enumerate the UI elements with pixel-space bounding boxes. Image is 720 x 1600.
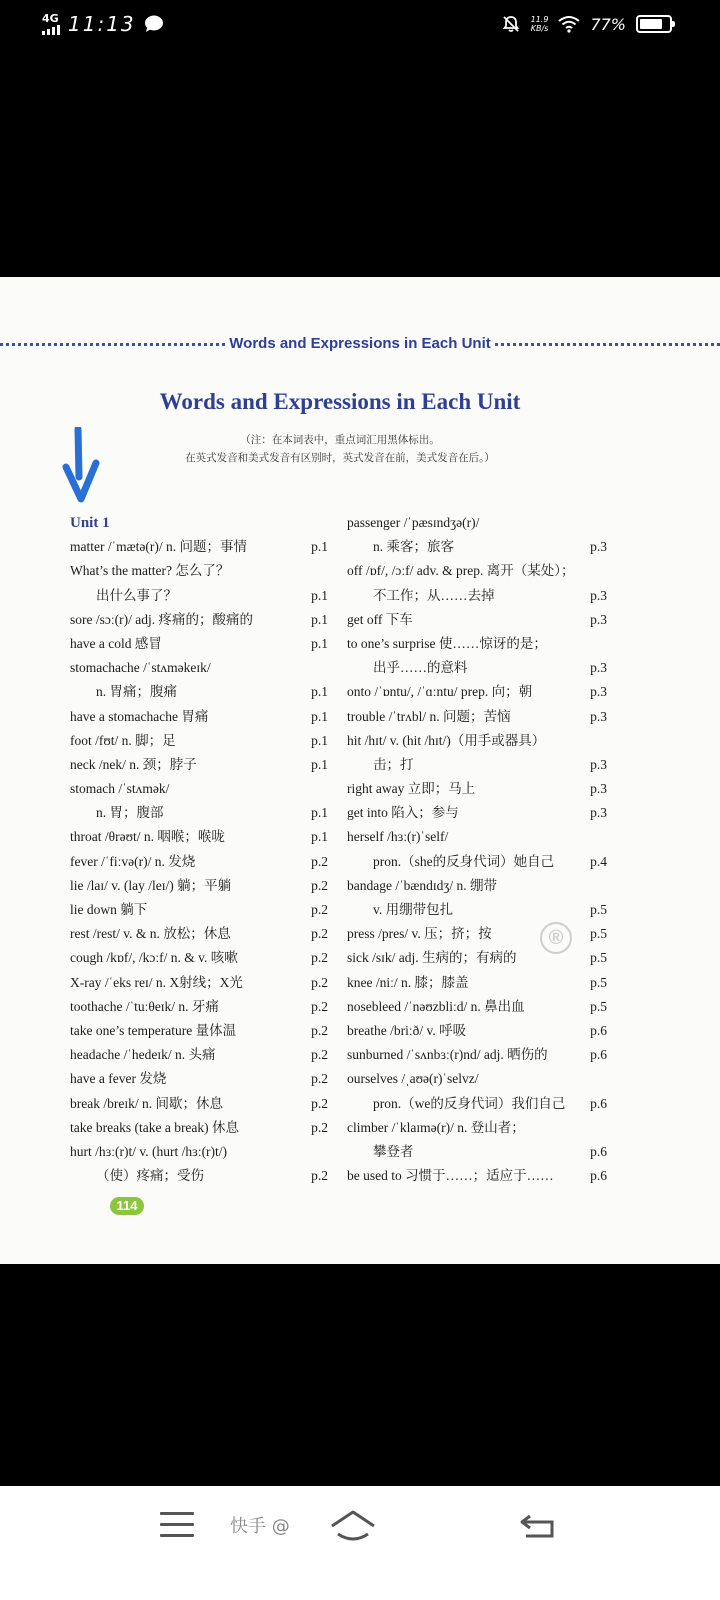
entry-text: take breaks (take a break) 休息 [70, 1119, 240, 1135]
entry-page-ref: p.3 [590, 684, 607, 700]
entry-text: stomach /ˈstʌmək/ [70, 781, 170, 797]
entry-text: （使）疼痛；受伤 [96, 1168, 204, 1184]
vocab-entry [347, 777, 607, 801]
vocab-entry [347, 825, 607, 849]
entry-page-ref: p.3 [590, 660, 607, 676]
entry-page-ref: p.1 [311, 805, 328, 821]
entry-page-ref: p.5 [590, 998, 607, 1014]
entry-text: toothache /ˈtuːθeɪk/ n. 牙痛 [70, 998, 219, 1014]
entry-text: pron.（we的反身代词）我们自己 [373, 1095, 566, 1111]
vocab-entry [70, 946, 328, 970]
entry-text: press /pres/ v. 压；挤；按 [347, 926, 492, 942]
entry-text: take one’s temperature 量体温 [70, 1022, 237, 1038]
vocab-entry [347, 511, 607, 535]
clock: 11:13 [68, 12, 136, 36]
entry-text: 不工作；从……去掉 [373, 587, 495, 603]
vocab-entry [70, 1164, 328, 1188]
battery-percent: 77% [590, 14, 626, 34]
entry-text: get into 陷入；参与 [347, 805, 459, 821]
entry-text: Unit 1 [70, 515, 110, 531]
entry-page-ref: p.2 [311, 974, 328, 990]
network-speed: 11.9 KB/s [530, 15, 549, 33]
vocab-entry [70, 632, 328, 656]
entry-text: 出乎……的意料 [373, 660, 468, 676]
entry-text: n. 乘客；旅客 [373, 539, 454, 555]
vocab-entry [70, 777, 328, 801]
entry-page-ref: p.3 [590, 756, 607, 772]
vocab-entry [347, 971, 607, 995]
navigation-bar [0, 1486, 720, 1600]
entry-text: climber /ˈklaɪmə(r)/ n. 登山者； [347, 1119, 525, 1135]
entry-page-ref: p.2 [311, 1022, 328, 1038]
entry-text: sore /sɔː(r)/ adj. 疼痛的；酸痛的 [70, 611, 253, 627]
entry-text: ourselves /ˌaʊə(r)ˈselvz/ [347, 1071, 479, 1087]
entry-page-ref: p.1 [311, 684, 328, 700]
entry-text: stomachache /ˈstʌməkeɪk/ [70, 660, 211, 676]
vocab-entry [347, 1116, 607, 1140]
registered-watermark: ® [540, 922, 572, 954]
entry-text: X-ray /ˈeks reɪ/ n. X射线；X光 [70, 974, 243, 990]
entry-page-ref: p.1 [311, 732, 328, 748]
vocab-entry [70, 559, 328, 583]
vocab-entry [70, 1116, 328, 1140]
vocab-column-left [70, 511, 328, 1188]
network-type: 4G [42, 12, 59, 25]
entry-page-ref: p.2 [311, 1047, 328, 1063]
vocab-entry [347, 898, 607, 922]
vocab-entry [70, 608, 328, 632]
status-left [42, 12, 164, 36]
menu-icon[interactable] [160, 1512, 194, 1538]
battery-level [640, 19, 662, 29]
vocab-entry [70, 825, 328, 849]
vocab-entry [347, 559, 607, 583]
entry-page-ref: p.6 [590, 1168, 607, 1184]
vocab-entry [70, 705, 328, 729]
entry-page-ref: p.6 [590, 1095, 607, 1111]
entry-page-ref: p.2 [311, 877, 328, 893]
vocab-entry [70, 898, 328, 922]
entry-text: bandage /ˈbændɪdʒ/ n. 绷带 [347, 877, 497, 893]
chat-bubble-icon [144, 15, 164, 33]
entry-text: be used to 习惯于……；适应于…… [347, 1168, 554, 1184]
vocab-entry [347, 1043, 607, 1067]
entry-text: n. 胃痛；腹痛 [96, 684, 177, 700]
home-icon[interactable] [328, 1508, 378, 1544]
vocab-entry [347, 705, 607, 729]
entry-page-ref: p.1 [311, 611, 328, 627]
entry-text: herself /hɜː(r)ˈself/ [347, 829, 449, 845]
entry-text: breathe /briːð/ v. 呼吸 [347, 1022, 467, 1038]
status-right [501, 14, 672, 34]
vocab-entry [347, 1164, 607, 1188]
entry-page-ref: p.6 [590, 1022, 607, 1038]
vocab-entry [347, 656, 607, 680]
entry-page-ref: p.5 [590, 926, 607, 942]
entry-text: passenger /ˈpæsɪndʒə(r)/ [347, 515, 480, 530]
vocab-entry [347, 680, 607, 704]
entry-page-ref: p.3 [590, 539, 607, 555]
vocab-entry [70, 1140, 328, 1164]
vocab-entry [347, 753, 607, 777]
vocab-entry [347, 632, 607, 656]
entry-text: lie down 躺下 [70, 902, 148, 917]
entry-text: headache /ˈhedeɪk/ n. 头痛 [70, 1047, 216, 1063]
vocab-entry [347, 995, 607, 1019]
entry-text: 攀登者 [373, 1143, 414, 1159]
entry-page-ref: p.2 [311, 1095, 328, 1111]
entry-page-ref: p.3 [590, 611, 607, 627]
status-bar [0, 0, 720, 56]
entry-page-ref: p.2 [311, 902, 328, 917]
entry-text: rest /rest/ v. & n. 放松；休息 [70, 926, 231, 942]
entry-text: nosebleed /ˈnəʊzbliːd/ n. 鼻出血 [347, 998, 525, 1014]
vocab-entry [347, 801, 607, 825]
entry-page-ref: p.1 [311, 708, 328, 724]
entry-text: lie /laɪ/ v. (lay /leɪ/) 躺；平躺 [70, 877, 232, 893]
entry-page-ref: p.2 [311, 998, 328, 1014]
entry-page-ref: p.6 [590, 1047, 607, 1063]
entry-text: onto /ˈɒntu/, /ˈɑːntu/ prep. 向；朝 [347, 684, 533, 700]
back-icon[interactable] [520, 1512, 556, 1540]
signal-icon [42, 13, 60, 35]
entry-text: have a fever 发烧 [70, 1071, 167, 1087]
entry-page-ref: p.6 [590, 1143, 607, 1159]
vocab-entry [70, 535, 328, 559]
vocab-entry [70, 971, 328, 995]
entry-page-ref: p.4 [590, 853, 607, 869]
vocab-entry [347, 1067, 607, 1091]
entry-page-ref: p.2 [311, 926, 328, 942]
entry-text: to one’s surprise 使……惊讶的是； [347, 635, 547, 651]
entry-text: pron.（she的反身代词）她自己 [373, 853, 555, 869]
notifications-off-icon [501, 14, 521, 34]
textbook-page-photo [0, 277, 720, 1264]
vocab-entry [70, 1067, 328, 1091]
vocab-entry [70, 850, 328, 874]
entry-text: off /ɒf/, /ɔːf/ adv. & prep. 离开（某处）； [347, 563, 575, 579]
entry-text: throat /θrəʊt/ n. 咽喉；喉咙 [70, 829, 225, 845]
vocab-entry [70, 995, 328, 1019]
vocab-entry [347, 584, 607, 608]
page-title: Words and Expressions in Each Unit [159, 389, 521, 414]
vocab-column-right [347, 511, 607, 1188]
vocab-entry [70, 874, 328, 898]
unit-heading [70, 511, 328, 535]
vocab-entry [347, 608, 607, 632]
entry-text: n. 胃；腹部 [96, 805, 164, 821]
vocab-entry [70, 1092, 328, 1116]
page-number-badge: 114 [110, 1197, 144, 1215]
entry-text: get off 下车 [347, 611, 413, 627]
vocab-entry [347, 1140, 607, 1164]
entry-page-ref: p.3 [590, 781, 607, 797]
entry-page-ref: p.2 [311, 853, 328, 869]
entry-page-ref: p.1 [311, 756, 328, 772]
vocab-entry [70, 729, 328, 753]
entry-page-ref: p.2 [311, 1168, 328, 1184]
vocab-entry [347, 535, 607, 559]
vocab-entry [347, 729, 607, 753]
entry-page-ref: p.1 [311, 539, 328, 555]
entry-page-ref: p.1 [311, 829, 328, 845]
entry-text: hit /hɪt/ v. (hit /hɪt/)（用手或器具） [347, 732, 546, 748]
entry-text: cough /kɒf/, /kɔːf/ n. & v. 咳嗽 [70, 950, 238, 966]
entry-text: sunburned /ˈsʌnbɜː(r)nd/ adj. 晒伤的 [347, 1047, 548, 1063]
entry-text: have a cold 感冒 [70, 635, 162, 651]
entry-text: matter /ˈmætə(r)/ n. 问题；事情 [70, 539, 247, 555]
vocab-entry [70, 656, 328, 680]
app-brand-label: 快手 @ [230, 1516, 290, 1537]
vocab-entry [70, 584, 328, 608]
entry-page-ref: p.3 [590, 708, 607, 724]
entry-text: knee /niː/ n. 膝；膝盖 [347, 974, 469, 990]
entry-text: 击；打 [373, 756, 414, 772]
vocab-entry [70, 801, 328, 825]
entry-text: hurt /hɜː(r)t/ v. (hurt /hɜː(r)t/) [70, 1143, 228, 1159]
entry-text: fever /ˈfiːvə(r)/ n. 发烧 [70, 853, 196, 869]
entry-text: right away 立即；马上 [347, 781, 476, 797]
note-line-1: （注：在本词表中，重点词汇用黑体标出。 [240, 434, 440, 446]
entry-text: sick /sɪk/ adj. 生病的；有病的 [347, 950, 517, 966]
entry-page-ref: p.5 [590, 902, 607, 917]
vocab-entry [347, 1019, 607, 1043]
vocab-entry [70, 1019, 328, 1043]
vocab-entry [70, 1043, 328, 1067]
vocab-entry [347, 1092, 607, 1116]
vocab-entry [347, 850, 607, 874]
entry-page-ref: p.2 [311, 950, 328, 966]
entry-text: 出什么事了？ [96, 587, 177, 603]
note-line-2: 在英式发音和美式发音有区别时，英式发音在前，美式发音在后。） [185, 452, 495, 464]
entry-text: foot /fʊt/ n. 脚；足 [70, 732, 176, 748]
wifi-icon [558, 15, 580, 33]
vocab-entry [70, 680, 328, 704]
battery-icon [636, 15, 672, 33]
entry-page-ref: p.1 [311, 635, 328, 651]
running-header [0, 335, 720, 352]
entry-page-ref: p.2 [311, 1071, 328, 1087]
entry-text: What’s the matter? 怎么了？ [70, 563, 230, 579]
vocab-entry [70, 922, 328, 946]
entry-text: v. 用绷带包扎 [373, 902, 454, 917]
vocab-entry [347, 874, 607, 898]
running-header-text: Words and Expressions in Each Unit [229, 335, 491, 352]
entry-text: trouble /ˈtrʌbl/ n. 问题；苦恼 [347, 708, 511, 724]
entry-page-ref: p.5 [590, 950, 607, 966]
arrow-down-icon [62, 427, 102, 503]
entry-page-ref: p.2 [311, 1119, 328, 1135]
entry-text: have a stomachache 胃痛 [70, 708, 209, 724]
entry-page-ref: p.1 [311, 587, 328, 603]
vocab-entry [347, 946, 607, 970]
entry-page-ref: p.5 [590, 974, 607, 990]
entry-text: break /breɪk/ n. 间歇；休息 [70, 1095, 223, 1111]
entry-text: neck /nek/ n. 颈；脖子 [70, 756, 197, 772]
entry-page-ref: p.3 [590, 587, 607, 603]
entry-page-ref: p.3 [590, 805, 607, 821]
vocab-entry [70, 753, 328, 777]
